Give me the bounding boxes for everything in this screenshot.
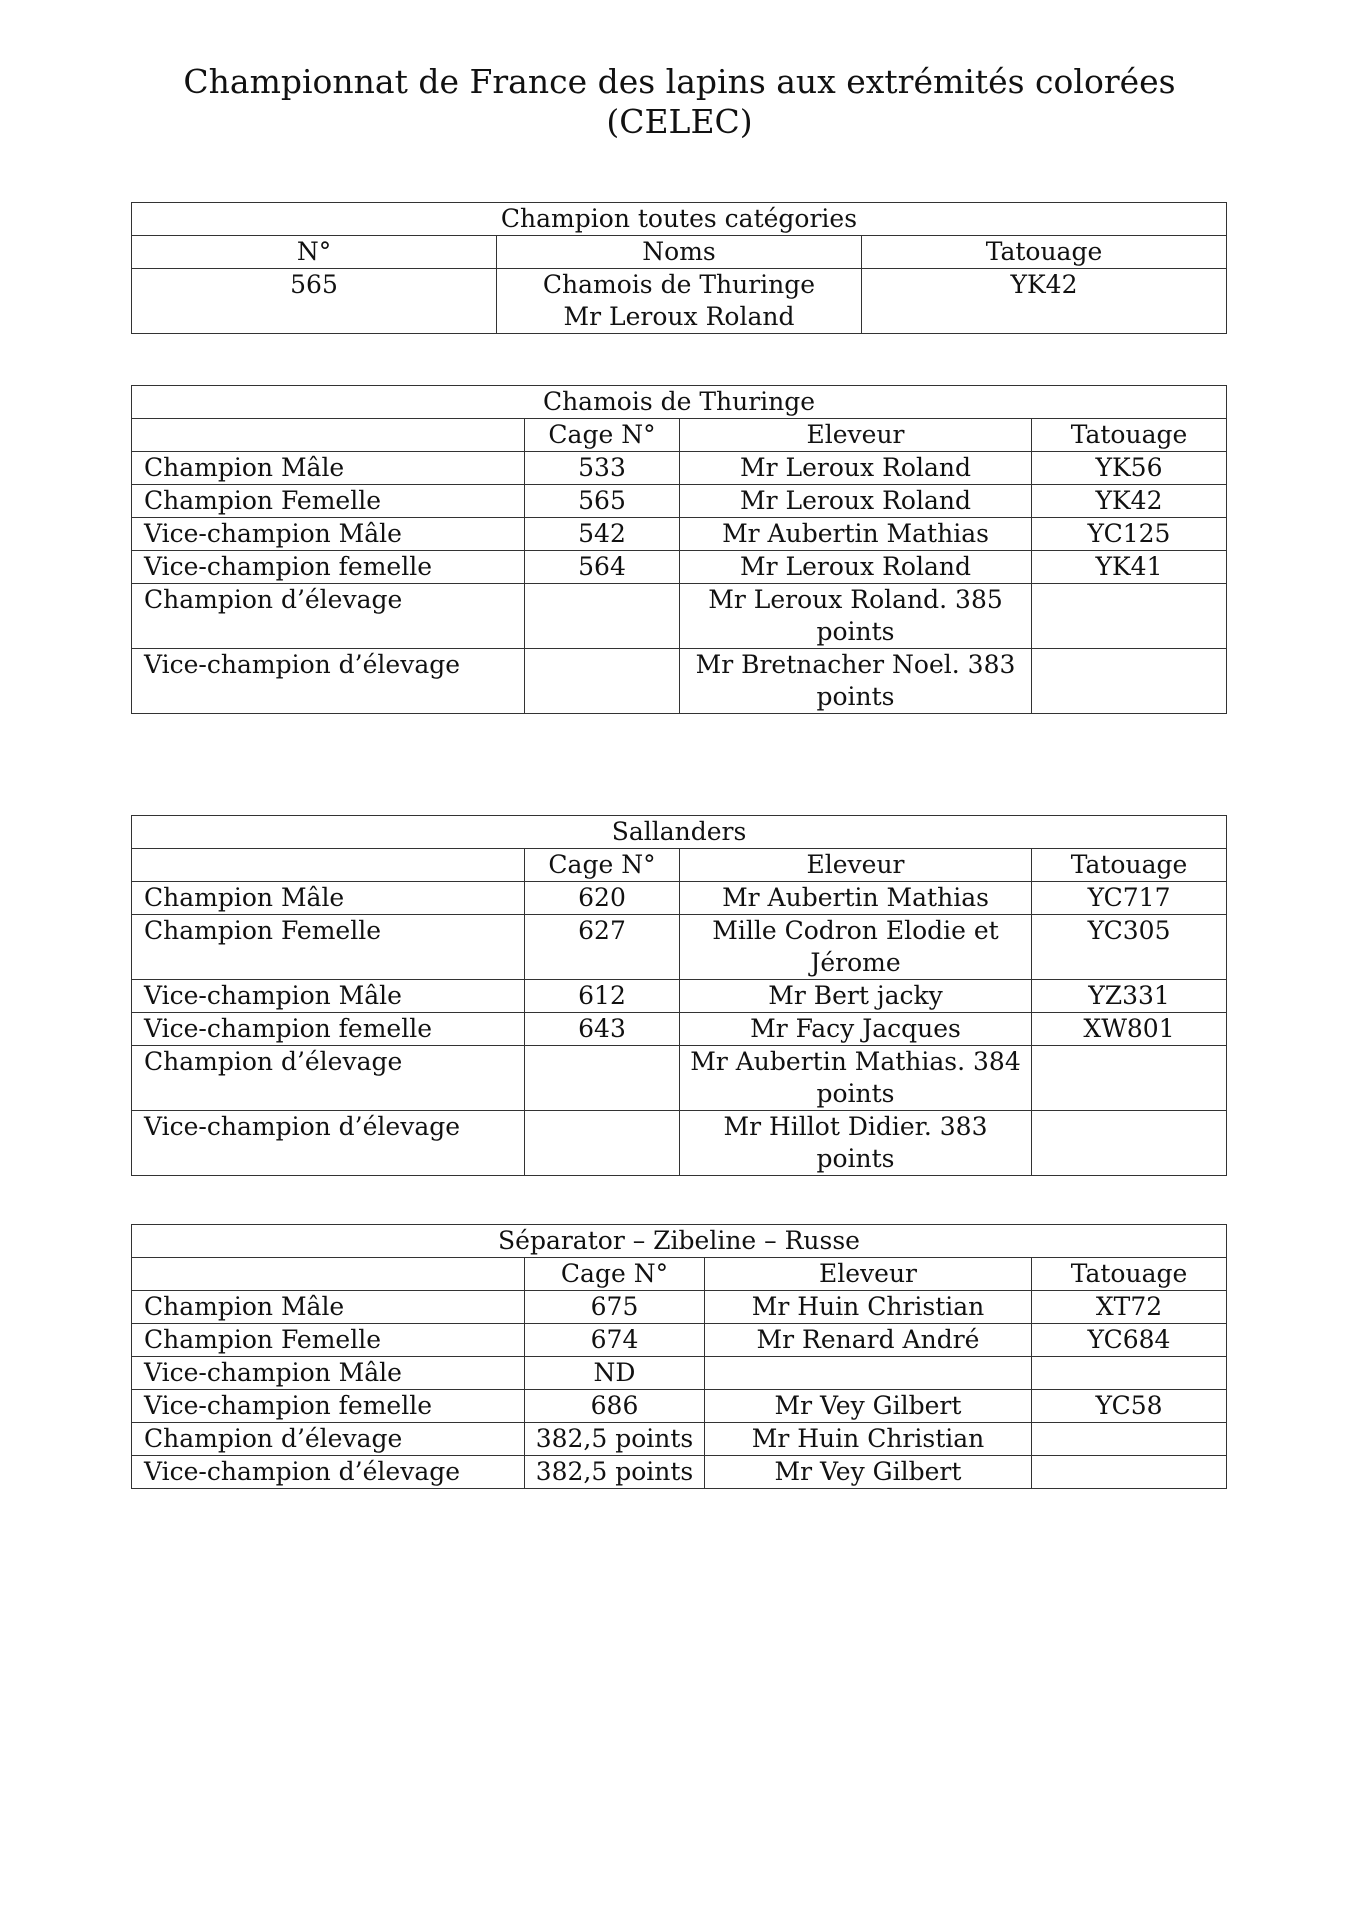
page-title (0, 62, 1359, 142)
column-header: Eleveur (705, 1258, 1032, 1291)
cell-title: Champion Femelle (132, 485, 525, 518)
cell-title: Vice-champion Mâle (132, 1357, 525, 1390)
column-header: Cage N° (525, 1258, 705, 1291)
cell-title: Champion Femelle (132, 1324, 525, 1357)
cell-title: Champion Mâle (132, 1291, 525, 1324)
cell-title: Vice-champion Mâle (132, 518, 525, 551)
cell-cage (525, 1046, 680, 1111)
cell-breeder: Mr Renard André (705, 1324, 1032, 1357)
cell-breeder: Mr Huin Christian (705, 1423, 1032, 1456)
table-caption: Sallanders (132, 816, 1227, 849)
table-row (132, 452, 1227, 485)
cell-title: Champion Femelle (132, 915, 525, 980)
cell-tattoo (1032, 1046, 1227, 1111)
cell-tattoo (1032, 1423, 1227, 1456)
column-header-names: Noms (497, 236, 862, 269)
cell-tattoo: YC305 (1032, 915, 1227, 980)
breed-section-table (131, 815, 1227, 1176)
table-row (132, 485, 1227, 518)
table-row (132, 1111, 1227, 1176)
cell-tattoo: YZ331 (1032, 980, 1227, 1013)
cell-breeder: Mr Leroux Roland (680, 485, 1032, 518)
cell-breeder: Mr Huin Christian (705, 1291, 1032, 1324)
table-row (132, 518, 1227, 551)
cell-title: Vice-champion d’élevage (132, 649, 525, 714)
breed-section-table (131, 385, 1227, 714)
cell-cage: 382,5 points (525, 1456, 705, 1489)
cell-title: Champion Mâle (132, 452, 525, 485)
cell-breeder: Mr Bretnacher Noel. 383 points (680, 649, 1032, 714)
cell-title: Vice-champion d’élevage (132, 1111, 525, 1176)
cell-breeder: Mr Bert jacky (680, 980, 1032, 1013)
cell-cage: 533 (525, 452, 680, 485)
table-row (132, 915, 1227, 980)
table-row (132, 584, 1227, 649)
table-row (132, 1046, 1227, 1111)
overall-champion-table (131, 202, 1227, 334)
champion-tattoo: YK42 (862, 269, 1227, 334)
cell-breeder: Mr Leroux Roland. 385 points (680, 584, 1032, 649)
champion-owner: Mr Leroux Roland (563, 302, 795, 331)
cell-breeder: Mr Facy Jacques (680, 1013, 1032, 1046)
table-row (132, 980, 1227, 1013)
table-row (132, 1456, 1227, 1489)
column-header: Tatouage (1032, 1258, 1227, 1291)
cell-cage: 620 (525, 882, 680, 915)
table-row (132, 1324, 1227, 1357)
table-caption: Séparator – Zibeline – Russe (132, 1225, 1227, 1258)
cell-cage: 382,5 points (525, 1423, 705, 1456)
cell-cage: 612 (525, 980, 680, 1013)
cell-breeder (705, 1357, 1032, 1390)
column-header-tattoo: Tatouage (862, 236, 1227, 269)
cell-tattoo (1032, 1357, 1227, 1390)
column-header: Cage N° (525, 419, 680, 452)
champion-names (497, 269, 862, 334)
champion-number: 565 (132, 269, 497, 334)
cell-cage: 565 (525, 485, 680, 518)
column-header: Eleveur (680, 849, 1032, 882)
cell-title: Vice-champion femelle (132, 1390, 525, 1423)
cell-title: Champion d’élevage (132, 584, 525, 649)
cell-breeder: Mr Vey Gilbert (705, 1390, 1032, 1423)
cell-cage: 675 (525, 1291, 705, 1324)
cell-tattoo: XT72 (1032, 1291, 1227, 1324)
cell-tattoo: YK42 (1032, 485, 1227, 518)
column-header: Eleveur (680, 419, 1032, 452)
cell-tattoo: YK41 (1032, 551, 1227, 584)
cell-breeder: Mr Hillot Didier. 383 points (680, 1111, 1032, 1176)
cell-tattoo: XW801 (1032, 1013, 1227, 1046)
cell-tattoo (1032, 584, 1227, 649)
cell-tattoo: YK56 (1032, 452, 1227, 485)
cell-title: Vice-champion Mâle (132, 980, 525, 1013)
column-header: Tatouage (1032, 419, 1227, 452)
cell-cage (525, 1111, 680, 1176)
cell-cage: 542 (525, 518, 680, 551)
column-header (132, 419, 525, 452)
table-row (132, 1423, 1227, 1456)
cell-cage: 643 (525, 1013, 680, 1046)
table-row (132, 1013, 1227, 1046)
cell-tattoo (1032, 1111, 1227, 1176)
table-row (132, 1291, 1227, 1324)
cell-title: Champion d’élevage (132, 1046, 525, 1111)
breed-section-table (131, 1224, 1227, 1489)
cell-tattoo: YC717 (1032, 882, 1227, 915)
cell-cage (525, 584, 680, 649)
table-row (132, 1390, 1227, 1423)
cell-title: Vice-champion femelle (132, 1013, 525, 1046)
table-row (132, 649, 1227, 714)
column-header (132, 1258, 525, 1291)
cell-breeder: Mr Leroux Roland (680, 551, 1032, 584)
cell-cage: ND (525, 1357, 705, 1390)
title-line-2: (CELEC) (606, 102, 753, 141)
cell-title: Vice-champion d’élevage (132, 1456, 525, 1489)
cell-cage: 564 (525, 551, 680, 584)
cell-title: Champion d’élevage (132, 1423, 525, 1456)
cell-tattoo (1032, 1456, 1227, 1489)
cell-tattoo: YC684 (1032, 1324, 1227, 1357)
column-header (132, 849, 525, 882)
cell-breeder: Mr Aubertin Mathias. 384 points (680, 1046, 1032, 1111)
table-row (132, 551, 1227, 584)
table-caption: Champion toutes catégories (132, 203, 1227, 236)
cell-breeder: Mr Aubertin Mathias (680, 518, 1032, 551)
cell-breeder: Mr Vey Gilbert (705, 1456, 1032, 1489)
cell-tattoo: YC125 (1032, 518, 1227, 551)
table-caption: Chamois de Thuringe (132, 386, 1227, 419)
champion-breed: Chamois de Thuringe (542, 270, 816, 299)
cell-cage: 686 (525, 1390, 705, 1423)
cell-tattoo (1032, 649, 1227, 714)
table-row (132, 882, 1227, 915)
cell-breeder: Mr Aubertin Mathias (680, 882, 1032, 915)
column-header-number: N° (132, 236, 497, 269)
cell-cage: 627 (525, 915, 680, 980)
cell-cage (525, 649, 680, 714)
cell-title: Champion Mâle (132, 882, 525, 915)
cell-breeder: Mille Codron Elodie et Jérome (680, 915, 1032, 980)
cell-cage: 674 (525, 1324, 705, 1357)
title-line-1: Championnat de France des lapins aux extrémités colorées (183, 62, 1176, 101)
cell-breeder: Mr Leroux Roland (680, 452, 1032, 485)
column-header: Cage N° (525, 849, 680, 882)
cell-tattoo: YC58 (1032, 1390, 1227, 1423)
table-row (132, 1357, 1227, 1390)
column-header: Tatouage (1032, 849, 1227, 882)
cell-title: Vice-champion femelle (132, 551, 525, 584)
